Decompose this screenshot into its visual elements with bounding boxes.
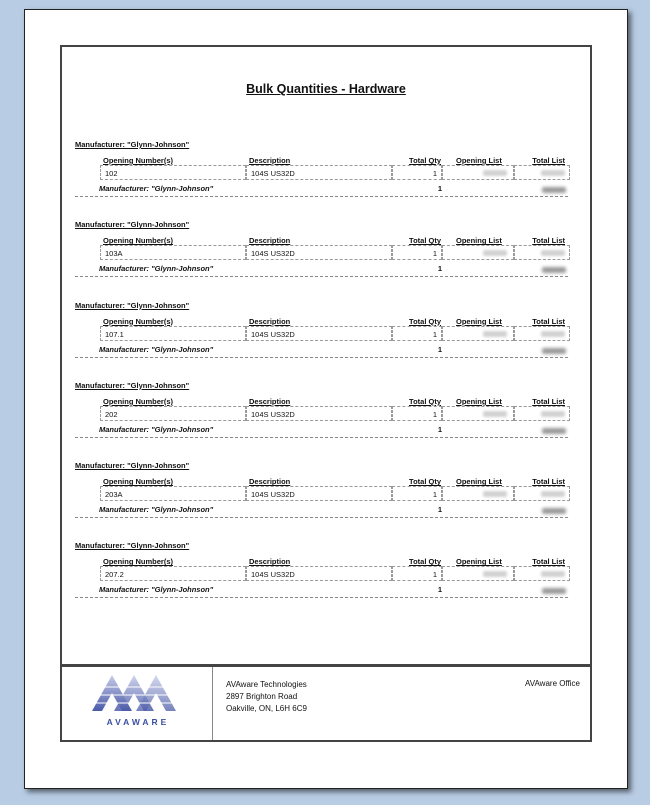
report-title: Bulk Quantities - Hardware [246,82,406,96]
column-header-total-list: Total List [532,236,565,246]
table-row [100,245,568,261]
redacted-value [483,571,507,577]
subtotal-row [75,343,568,358]
subtotal-qty: 1 [437,184,442,193]
column-header-opening-list: Opening List [456,477,502,487]
manufacturer-groups [75,140,568,622]
column-header-opening-list: Opening List [456,156,502,165]
column-header-opening-list: Opening List [456,316,502,326]
column-header-description: Description [249,236,291,246]
column-header-opening: Opening Number(s) [103,316,174,326]
subtotal-qty: 1 [437,264,442,274]
opening-list-cell [442,486,514,501]
company-logo [62,667,213,740]
table-row [100,486,568,502]
redacted-value [483,250,507,256]
report-footer [60,665,592,742]
redacted-value [542,187,566,193]
table-row [100,406,568,422]
subtotal-row [75,262,568,277]
column-header-total-list: Total List [532,396,565,406]
redacted-value [541,571,565,577]
subtotal-row [75,503,568,518]
redacted-value [542,428,566,434]
logo-text: AVAWARE [106,717,170,727]
column-header-total-qty: Total Qty [409,236,441,246]
description-cell: 104S US32D [246,566,392,581]
manufacturer-group [75,220,568,300]
table-row [100,566,568,582]
column-header-total-list: Total List [532,557,565,567]
column-header-total-qty: Total Qty [409,156,441,165]
redacted-value [483,491,507,497]
redacted-value [542,588,566,594]
total-list-cell [514,406,570,421]
subtotal-label: Manufacturer: "Glynn-Johnson" [99,264,214,274]
column-header-total-list: Total List [532,477,565,487]
manufacturer-group [75,301,568,381]
total-list-cell [514,566,570,581]
manufacturer-group [75,381,568,461]
subtotal-label: Manufacturer: "Glynn-Johnson" [99,184,214,193]
column-header-opening: Opening Number(s) [103,156,174,165]
manufacturer-heading: Manufacturer: "Glynn-Johnson" [75,380,190,390]
column-header-description: Description [249,396,291,406]
subtotal-row [75,423,568,438]
address-line: AVAware Technologies [226,680,307,689]
subtotal-qty: 1 [437,424,442,434]
column-header-opening: Opening Number(s) [103,396,174,406]
column-header-total-qty: Total Qty [409,396,441,406]
report-body-frame [60,45,592,666]
manufacturer-heading: Manufacturer: "Glynn-Johnson" [75,300,190,310]
redacted-value [483,411,507,417]
redacted-value [542,267,566,273]
total-qty-cell: 1 [392,326,442,341]
redacted-value [541,331,565,337]
avaware-logo-icon [62,667,212,717]
opening-number-cell: 103A [100,245,246,260]
address-line: Oakville, ON, L6H 6C9 [226,704,307,713]
total-qty-cell: 1 [392,566,442,581]
column-header-opening-list: Opening List [456,557,502,567]
redacted-value [541,491,565,497]
subtotal-row [75,583,568,598]
total-qty-cell: 1 [392,245,442,260]
column-header-total-list: Total List [532,316,565,326]
manufacturer-group [75,541,568,621]
subtotal-label: Manufacturer: "Glynn-Johnson" [99,585,214,595]
manufacturer-heading: Manufacturer: "Glynn-Johnson" [75,220,190,230]
manufacturer-group [75,461,568,541]
opening-number-cell: 102 [100,165,246,180]
subtotal-label: Manufacturer: "Glynn-Johnson" [99,344,214,354]
description-cell: 104S US32D [246,245,392,260]
manufacturer-heading: Manufacturer: "Glynn-Johnson" [75,461,190,471]
total-qty-cell: 1 [392,406,442,421]
column-header-opening: Opening Number(s) [103,477,174,487]
opening-list-cell [442,406,514,421]
description-cell: 104S US32D [246,406,392,421]
column-header-opening-list: Opening List [456,236,502,246]
column-header-opening: Opening Number(s) [103,557,174,567]
column-header-total-qty: Total Qty [409,557,441,567]
column-header-description: Description [249,316,291,326]
opening-number-cell: 207.2 [100,566,246,581]
redacted-value [541,250,565,256]
redacted-value [483,331,507,337]
opening-number-cell: 203A [100,486,246,501]
table-row [100,165,568,181]
company-address [226,679,307,715]
column-header-description: Description [249,156,291,165]
column-header-opening: Opening Number(s) [103,236,174,246]
description-cell: 104S US32D [246,165,392,180]
opening-number-cell: 202 [100,406,246,421]
column-header-description: Description [249,557,291,567]
subtotal-qty: 1 [437,505,442,515]
manufacturer-group [75,140,568,220]
redacted-value [542,348,566,354]
subtotal-label: Manufacturer: "Glynn-Johnson" [99,505,214,515]
total-qty-cell: 1 [392,486,442,501]
redacted-value [542,508,566,514]
column-header-opening-list: Opening List [456,396,502,406]
report-page [24,9,628,789]
column-header-description: Description [249,477,291,487]
opening-list-cell [442,566,514,581]
column-header-total-qty: Total Qty [409,316,441,326]
opening-list-cell [442,245,514,260]
total-list-cell [514,486,570,501]
opening-list-cell [442,326,514,341]
redacted-value [541,170,565,176]
subtotal-label: Manufacturer: "Glynn-Johnson" [99,424,214,434]
table-row [100,326,568,342]
manufacturer-heading: Manufacturer: "Glynn-Johnson" [75,140,190,149]
column-header-total-qty: Total Qty [409,477,441,487]
total-list-cell [514,245,570,260]
total-list-cell [514,326,570,341]
total-qty-cell: 1 [392,165,442,180]
opening-list-cell [442,165,514,180]
address-line: 2897 Brighton Road [226,692,298,701]
manufacturer-heading: Manufacturer: "Glynn-Johnson" [75,541,190,551]
subtotal-qty: 1 [437,344,442,354]
opening-number-cell: 107.1 [100,326,246,341]
office-name: AVAware Office [525,679,580,688]
description-cell: 104S US32D [246,326,392,341]
redacted-value [541,411,565,417]
subtotal-row [75,182,568,197]
subtotal-qty: 1 [437,585,442,595]
redacted-value [483,170,507,176]
description-cell: 104S US32D [246,486,392,501]
total-list-cell [514,165,570,180]
column-header-total-list: Total List [532,156,565,165]
